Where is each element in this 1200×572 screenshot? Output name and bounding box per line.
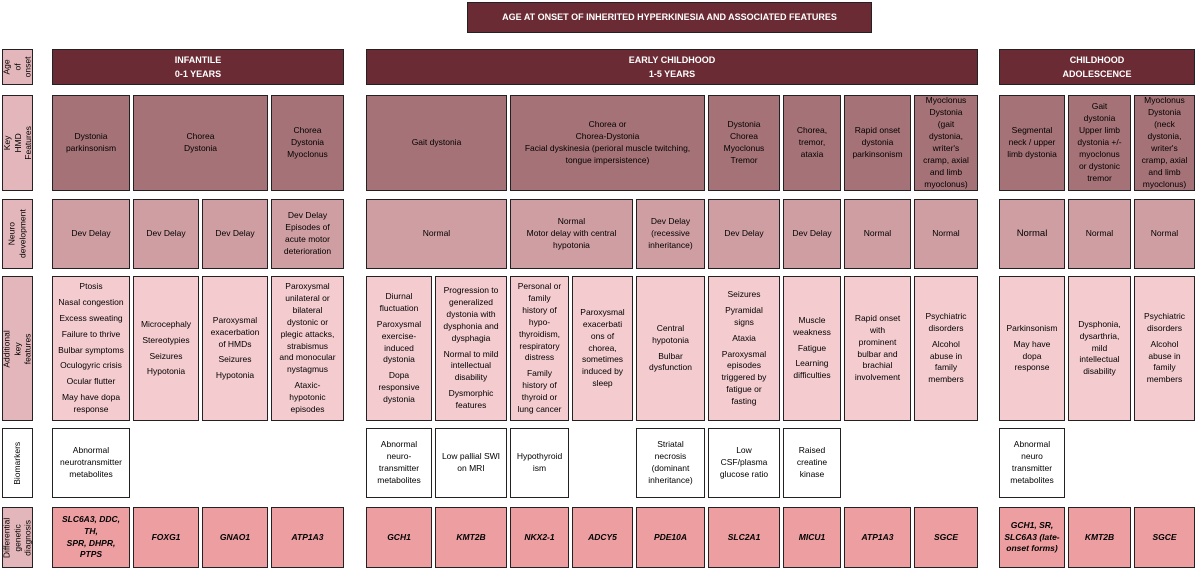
row-label-neuro-development — [2, 199, 33, 269]
gene-cell: ATP1A3 — [271, 507, 344, 568]
neuro-development-cell: Dev Delay — [708, 199, 780, 269]
gene-cell: ADCY5 — [572, 507, 633, 568]
row-label-neuro-text: Neuro development — [6, 209, 28, 259]
additional-features-cell — [914, 276, 978, 421]
gene-cell: ATP1A3 — [844, 507, 911, 568]
biomarker-cell: Raised creatine kinase — [783, 428, 841, 498]
age-group-childhood-adolescence: CHILDHOOD ADOLESCENCE — [999, 49, 1195, 85]
feature-item: Diurnal fluctuation — [379, 290, 419, 313]
feature-item: Personal or family history of hypo- thyroidism, respiratory distress — [517, 281, 562, 363]
biomarker-cell: Abnormal neuro transmitter metabolites — [999, 428, 1065, 498]
gene-cell: NKX2-1 — [510, 507, 569, 568]
feature-item: Dysphonia, dysarthria, mild intellectual disability — [1078, 318, 1121, 377]
feature-item: Ocular flutter — [66, 376, 116, 387]
gene-cell: SGCE — [914, 507, 978, 568]
gene-cell: MICU1 — [783, 507, 841, 568]
diagram-title: AGE AT ONSET OF INHERITED HYPERKINESIA AND ASSOCIATED FEATURES — [467, 2, 872, 33]
feature-item: Normal to mild intellectual disability — [443, 348, 499, 383]
additional-features-cell — [636, 276, 705, 421]
neuro-development-cell: Normal — [914, 199, 978, 269]
neuro-development-cell: Dev Delay Episodes of acute motor deterioration — [271, 199, 344, 269]
biomarker-cell: Hypothyroid ism — [510, 428, 569, 498]
key-feature-cell: Dystonia Chorea Myoclonus Tremor — [708, 95, 780, 191]
row-label-age — [2, 49, 33, 85]
key-feature-cell: Chorea Dystonia — [133, 95, 268, 191]
feature-item: Microcephaly — [140, 318, 192, 329]
feature-item: Ptosis — [79, 280, 103, 291]
feature-item: Psychiatric disorders — [1143, 310, 1186, 333]
neuro-development-cell: Normal — [1134, 199, 1195, 269]
neuro-development-cell: Normal — [999, 199, 1065, 269]
row-label-biomarkers — [2, 428, 33, 498]
gene-cell: KMT2B — [1068, 507, 1131, 568]
additional-features-cell — [999, 276, 1065, 421]
gene-cell: SGCE — [1134, 507, 1195, 568]
additional-features-cell — [52, 276, 130, 421]
feature-item: Central hypotonia — [652, 322, 689, 345]
row-label-additional-text: Additional key features — [1, 329, 33, 368]
neuro-development-cell: Normal — [1068, 199, 1131, 269]
feature-item: Muscle weakness — [793, 314, 831, 337]
feature-item: Alcohol abuse in family members — [1146, 338, 1183, 385]
additional-features-cell — [435, 276, 507, 421]
row-label-key-features-text: Key HMD Features — [1, 126, 33, 160]
feature-item: Pyramidal signs — [725, 304, 763, 327]
additional-features-cell — [510, 276, 569, 421]
key-feature-cell: Chorea Dystonia Myoclonus — [271, 95, 344, 191]
age-group-infantile: INFANTILE 0-1 YEARS — [52, 49, 344, 85]
feature-item: Psychiatric disorders — [925, 310, 967, 333]
row-label-age-text: Age of onset — [1, 56, 33, 78]
feature-item: Fatigue — [797, 342, 827, 353]
neuro-development-cell: Dev Delay — [52, 199, 130, 269]
feature-item: Bulbar dysfunction — [649, 350, 692, 373]
neuro-development-cell: Normal Motor delay with central hypotonia — [510, 199, 633, 269]
additional-features-cell — [1068, 276, 1131, 421]
neuro-development-cell: Normal — [844, 199, 911, 269]
row-label-biomarkers-text: Biomarkers — [12, 441, 23, 485]
key-feature-cell: Gait dystonia — [366, 95, 507, 191]
feature-item: Family history of thyroid or lung cancer — [517, 368, 562, 414]
additional-features-cell — [844, 276, 911, 421]
key-feature-cell: Chorea or Chorea-Dystonia Facial dyskinesia (perioral muscle twitching, tongue impersistence) — [510, 95, 705, 191]
feature-item: Learning difficulties — [793, 358, 831, 381]
gene-cell: FOXG1 — [133, 507, 199, 568]
gene-cell: SLC6A3, DDC, TH, SPR, DHPR, PTPS — [52, 507, 130, 568]
gene-cell: KMT2B — [435, 507, 507, 568]
gene-cell: PDE10A — [636, 507, 705, 568]
age-group-early-childhood: EARLY CHILDHOOD 1-5 YEARS — [366, 49, 978, 85]
feature-item: Paroxysmal exacerbation of HMDs — [210, 314, 260, 349]
feature-item: Paroxysmal exercise- induced dystonia — [376, 318, 422, 365]
row-label-additional-features — [2, 276, 33, 421]
feature-item: Hypotonia — [146, 366, 186, 377]
feature-item: Ataxia — [732, 332, 756, 343]
feature-item: Oculogyric crisis — [60, 360, 122, 371]
feature-item: Seizures — [218, 354, 252, 365]
gene-cell: GCH1 — [366, 507, 432, 568]
additional-features-cell — [572, 276, 633, 421]
biomarker-cell: Low pallial SWI on MRI — [435, 428, 507, 498]
key-feature-cell: Myoclonus Dystonia (neck dystonia, writer's cramp, axial and limb myoclonus) — [1134, 95, 1195, 191]
gene-cell: GNAO1 — [202, 507, 268, 568]
biomarker-cell: Abnormal neurotransmitter metabolites — [52, 428, 130, 498]
biomarker-cell: Abnormal neuro- transmitter metabolites — [366, 428, 432, 498]
row-label-differential-text: Differential genetic diagnosis — [1, 517, 33, 558]
neuro-development-cell: Dev Delay (recessive inheritance) — [636, 199, 705, 269]
feature-item: Rapid onset with prominent bulbar and brachial involvement — [854, 312, 901, 383]
feature-item: Paroxysmal episodes triggered by fatigue or fasting — [721, 348, 767, 407]
feature-item: Parkinsonism — [1006, 322, 1058, 333]
row-label-key-features — [2, 95, 33, 191]
key-feature-cell: Segmental neck / upper limb dystonia — [999, 95, 1065, 191]
feature-item: May have dopa response — [61, 392, 121, 415]
additional-features-cell — [271, 276, 344, 421]
feature-item: Failure to thrive — [61, 328, 121, 339]
feature-item: Stereotypies — [142, 334, 190, 345]
neuro-development-cell: Normal — [366, 199, 507, 269]
gene-cell: GCH1, SR, SLC6A3 (late- onset forms) — [999, 507, 1065, 568]
additional-features-cell — [1134, 276, 1195, 421]
biomarker-cell: Striatal necrosis (dominant inheritance) — [636, 428, 705, 498]
additional-features-cell — [708, 276, 780, 421]
feature-item: Hypotonia — [215, 370, 255, 381]
biomarker-cell: Low CSF/plasma glucose ratio — [708, 428, 780, 498]
feature-item: Ataxic- hypotonic episodes — [289, 380, 326, 414]
feature-item: Excess sweating — [59, 312, 123, 323]
additional-features-cell — [133, 276, 199, 421]
key-feature-cell: Rapid onset dystonia parkinsonism — [844, 95, 911, 191]
key-feature-cell: Dystonia parkinsonism — [52, 95, 130, 191]
additional-features-cell — [366, 276, 432, 421]
key-feature-cell: Gait dystonia Upper limb dystonia +/- myoclonus or dystonic tremor — [1068, 95, 1131, 191]
additional-features-cell — [202, 276, 268, 421]
feature-item: Paroxysmal unilateral or bilateral dystonic or plegic attacks, strabismus and monocular nystagmus — [279, 281, 336, 375]
feature-item: Seizures — [149, 350, 183, 361]
gene-cell: SLC2A1 — [708, 507, 780, 568]
feature-item: Paroxysmal exacerbati ons of chorea, sometimes induced by sleep — [580, 306, 625, 389]
feature-item: Alcohol abuse in family members — [928, 338, 964, 385]
feature-item: Progression to generalized dystonia with dysphonia and dysphagia — [443, 285, 499, 343]
feature-item: Dopa responsive dystonia — [378, 370, 420, 405]
neuro-development-cell: Dev Delay — [202, 199, 268, 269]
feature-item: Dysmorphic features — [448, 388, 494, 411]
feature-item: Nasal congestion — [58, 296, 124, 307]
feature-item: May have dopa response — [1013, 338, 1051, 373]
key-feature-cell: Chorea, tremor, ataxia — [783, 95, 841, 191]
additional-features-cell — [783, 276, 841, 421]
neuro-development-cell: Dev Delay — [133, 199, 199, 269]
neuro-development-cell: Dev Delay — [783, 199, 841, 269]
feature-item: Seizures — [727, 288, 761, 299]
row-label-differential — [2, 507, 33, 568]
feature-item: Bulbar symptoms — [58, 344, 124, 355]
key-feature-cell: Myoclonus Dystonia (gait dystonia, writer's cramp, axial and limb myoclonus) — [914, 95, 978, 191]
